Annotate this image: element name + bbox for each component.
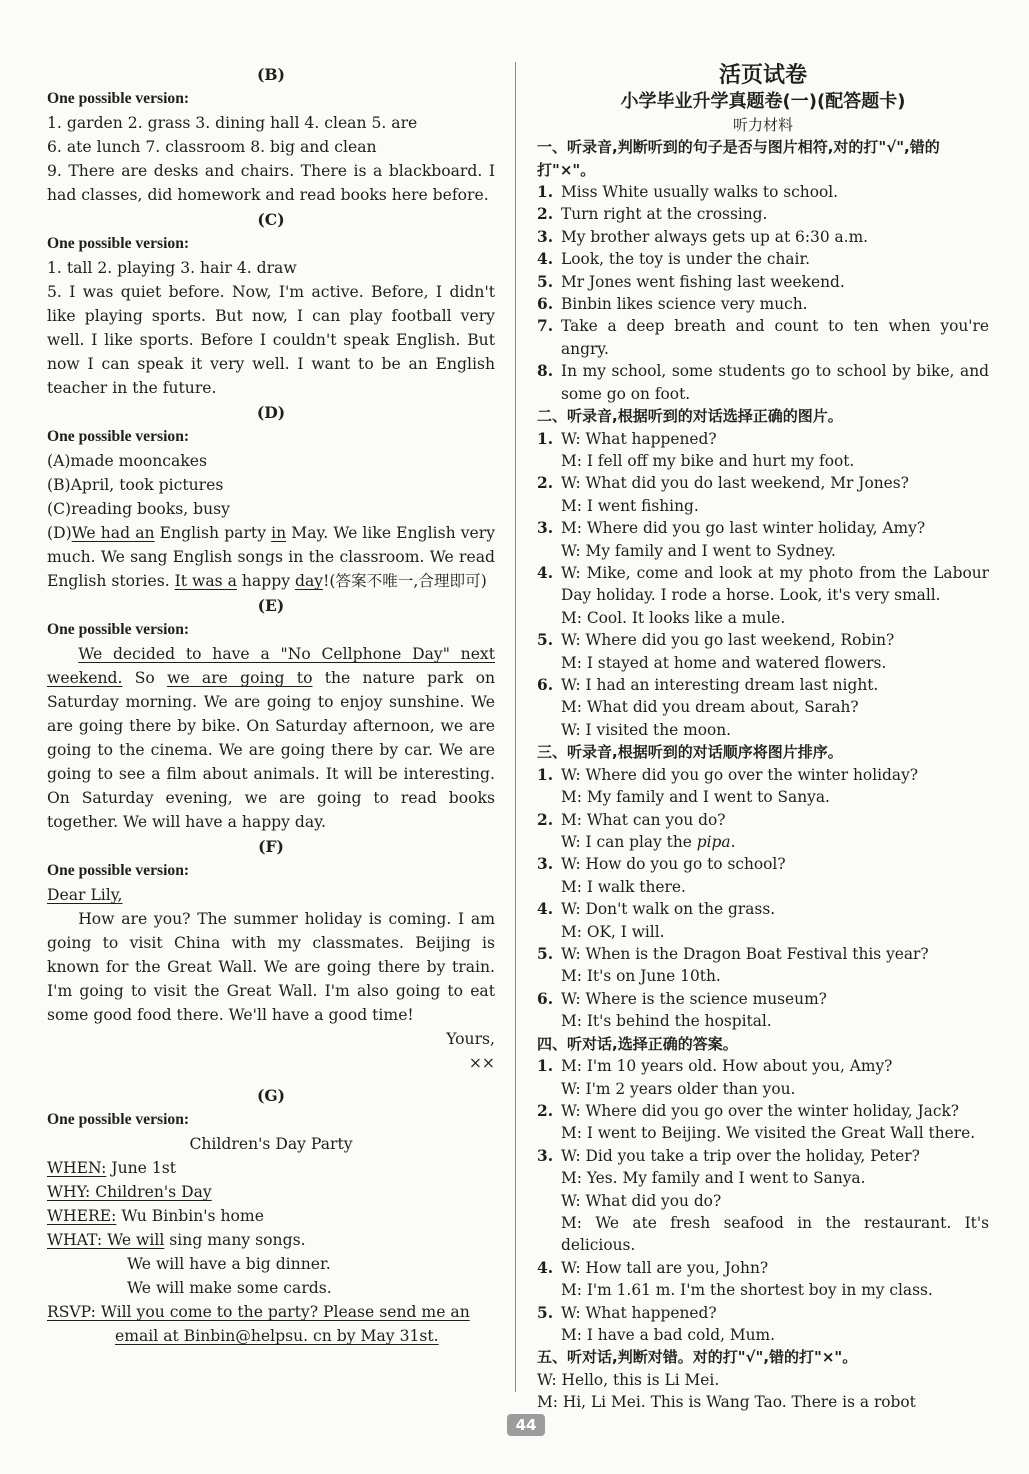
when-key: WHEN: <box>47 1159 107 1177</box>
item-number <box>537 540 561 562</box>
list-item <box>537 943 989 965</box>
section-d-label: (D) <box>256 403 286 422</box>
list-item <box>537 831 989 853</box>
list-item <box>537 271 989 293</box>
d-text-2: May. We like English very much. We sang English songs in the classroom. We read English stories. <box>47 524 496 590</box>
item-number: 5. <box>537 945 554 963</box>
list-item <box>537 607 989 629</box>
letter-greeting <box>47 883 495 907</box>
section-b-line3: 9. There are desks and chairs. There is a blackboard. I had classes, did homework and read books here before. <box>47 162 495 204</box>
list-item <box>537 1212 989 1257</box>
what-value: sing many songs. <box>164 1231 306 1249</box>
part-2-heading: 二、听录音,根据听到的对话选择正确的图片。 <box>537 407 843 426</box>
part-1-items <box>537 181 989 405</box>
section-f-label: (F) <box>258 837 284 856</box>
item-text: M: It's behind the hospital. <box>561 1012 772 1031</box>
item-text: W: I visited the moon. <box>561 720 732 739</box>
item-text: M: Cool. It looks like a mule. <box>561 608 786 627</box>
list-item <box>537 719 989 741</box>
item-text: M: What did you dream about, Sarah? <box>561 698 859 717</box>
item-text: W: Where is the science museum? <box>561 989 827 1008</box>
list-item <box>537 1167 989 1189</box>
list-item <box>537 764 989 786</box>
item-text: In my school, some students go to school by bike, and some go on foot. <box>561 362 989 403</box>
column-divider <box>515 62 516 1392</box>
item-text: Look, the toy is under the chair. <box>561 250 811 269</box>
item-number <box>537 1010 561 1032</box>
item-text: W: What happened? <box>561 1303 717 1322</box>
list-item <box>537 809 989 831</box>
page-number: 44 <box>507 1414 545 1436</box>
list-item <box>537 965 989 987</box>
list-item <box>537 450 989 472</box>
list-item <box>537 696 989 718</box>
e-text-1: So <box>122 669 168 687</box>
item-number: 5. <box>537 631 554 650</box>
item-number: 6. <box>537 295 554 314</box>
list-item <box>537 315 989 360</box>
item-number <box>537 696 561 718</box>
letter-body: How are you? The summer holiday is coming. I am going to visit China with my classmates. Beijing is known for the Great Wall. We are going there by train. I'm going to visit the Great Wall. I'm also going to eat some good food there. We'll have a good time! <box>47 910 495 1024</box>
list-item <box>537 1279 989 1301</box>
list-item <box>537 1100 989 1122</box>
item-number <box>537 1212 561 1257</box>
item-text: M: Yes. My family and I went to Sanya. <box>561 1169 866 1188</box>
where-value: Wu Binbin's home <box>116 1207 264 1225</box>
item-text: M: Where did you go last winter holiday, Amy? <box>561 519 926 538</box>
list-item <box>537 1010 989 1032</box>
item-text: W: Where did you go over the winter holiday, Jack? <box>561 1101 960 1120</box>
item-number: 4. <box>537 1258 554 1277</box>
invitation-where <box>47 1204 495 1228</box>
item-text: M: I'm 1.61 m. I'm the shortest boy in my class. <box>561 1281 933 1300</box>
item-text: W: When is the Dragon Boat Festival this year? <box>561 945 929 963</box>
list-item <box>537 1122 989 1144</box>
item-number: 6. <box>537 676 554 695</box>
item-text: M: OK, I will. <box>561 922 665 941</box>
list-item <box>537 293 989 315</box>
item-text: Miss White usually walks to school. <box>561 183 839 201</box>
item-number: 5. <box>537 272 554 291</box>
item-text: M: I have a bad cold, Mum. <box>561 1326 776 1344</box>
list-item <box>537 203 989 225</box>
d-underline-1: We had an <box>71 524 155 542</box>
list-item <box>537 674 989 696</box>
list-item <box>537 248 989 270</box>
item-text: W: Mike, come and look at my photo from the Labour Day holiday. I rode a horse. Look, it's very small. <box>561 564 989 605</box>
e-text-2: the nature park on Saturday morning. We are going to enjoy sunshine. We are going there by bike. On Saturday afternoon, we are going to the cinema. We are going there by car. We are going to see a film about animals. It will be interesting. On Saturday evening, we are going to read books together. We will have a happy day. <box>47 669 496 831</box>
item-text: W: Don't walk on the grass. <box>561 900 776 919</box>
item-text: W: I had an interesting dream last night. <box>561 676 879 695</box>
item-text: W: What happened? <box>561 429 717 448</box>
listening-material-heading: 听力材料 <box>732 116 793 134</box>
item-text: W: Where did you go last weekend, Robin? <box>561 631 895 650</box>
list-item <box>537 898 989 920</box>
list-item <box>537 495 989 517</box>
section-g-label: (G) <box>256 1086 286 1105</box>
item-text: M: I stayed at home and watered flowers. <box>561 653 887 672</box>
item-number: 7. <box>537 317 554 336</box>
item-text: Mr Jones went fishing last weekend. <box>561 272 845 291</box>
d-underline-2: in <box>271 524 287 542</box>
item-text: My brother always gets up at 6:30 a.m. <box>561 227 869 246</box>
item-text: W: How tall are you, John? <box>561 1258 769 1277</box>
part-5-line-2: M: Hi, Li Mei. This is Wang Tao. There is a robot <box>537 1393 916 1412</box>
part-5-line-1: W: Hello, this is Li Mei. <box>537 1370 720 1389</box>
item-number <box>537 652 561 674</box>
item-number <box>537 831 561 853</box>
section-e-paragraph <box>47 642 495 834</box>
item-text: M: I went to Beijing. We visited the Great Wall there. <box>561 1124 976 1143</box>
list-item <box>537 921 989 943</box>
section-c-line1: 1. tall 2. playing 3. hair 4. draw <box>47 259 297 277</box>
section-e-label: (E) <box>257 596 285 615</box>
section-e-version: One possible version: <box>47 621 190 638</box>
item-number: 3. <box>537 855 554 874</box>
d-text-end: !(答案不唯一,合理即可) <box>323 572 487 590</box>
item-number: 2. <box>537 810 554 829</box>
list-item <box>537 652 989 674</box>
section-b-version: One possible version: <box>47 90 190 107</box>
section-b-label: (B) <box>257 65 285 84</box>
item-text: W: I can play the pipa. <box>561 832 736 851</box>
section-d-b: (B)April, took pictures <box>47 476 224 494</box>
section-d-c: (C)reading books, busy <box>47 500 230 518</box>
letter-closing: Yours, <box>446 1030 495 1048</box>
item-number: 1. <box>537 765 554 784</box>
d-underline-4: day <box>294 572 324 590</box>
part-4-heading: 四、听对话,选择正确的答案。 <box>537 1034 738 1053</box>
item-number: 5. <box>537 1303 554 1322</box>
greeting-text: Dear Lily, <box>47 886 123 904</box>
list-item <box>537 1078 989 1100</box>
page-title: 活页试卷 <box>718 63 807 88</box>
invitation-rsvp-1 <box>47 1300 495 1324</box>
section-c-line2: 5. I was quiet before. Now, I'm active. Before, I didn't like playing sports. But now, I can play football very well. I like sports. Before I couldn't speak English. But now I can speak it very well. I want to be an English teacher in the future. <box>47 283 495 397</box>
item-number: 3. <box>537 519 554 538</box>
what-key: WHAT: We will <box>47 1231 165 1249</box>
item-text: M: I fell off my bike and hurt my foot. <box>561 451 855 470</box>
item-number <box>537 495 561 517</box>
invitation-when <box>47 1156 495 1180</box>
item-text: M: I went fishing. <box>561 496 699 515</box>
d-underline-3: It was a <box>174 572 237 590</box>
invitation-what-2: We will have a big dinner. <box>127 1255 331 1273</box>
item-number: 6. <box>537 989 554 1008</box>
item-text: W: What did you do last weekend, Mr Jones? <box>561 474 909 493</box>
section-b-line1: 1. garden 2. grass 3. dining hall 4. clean 5. are <box>47 114 418 132</box>
list-item <box>537 629 989 651</box>
item-number: 1. <box>537 183 554 201</box>
list-item <box>537 226 989 248</box>
list-item <box>537 988 989 1010</box>
item-number <box>537 965 561 987</box>
item-number: 1. <box>537 429 554 448</box>
part-5-heading: 五、听对话,判断对错。对的打"√",错的打"×"。 <box>537 1348 858 1367</box>
d-text-3: happy <box>236 572 295 590</box>
invitation-rsvp-2 <box>47 1324 495 1348</box>
list-item <box>537 517 989 539</box>
section-b-line2: 6. ate lunch 7. classroom 8. big and clean <box>47 138 377 156</box>
item-number: 4. <box>537 900 554 919</box>
item-number <box>537 1190 561 1212</box>
item-number <box>537 921 561 943</box>
item-number <box>537 876 561 898</box>
invitation-what-3: We will make some cards. <box>127 1279 332 1297</box>
rsvp-line-1: RSVP: Will you come to the party? Please send me an <box>47 1303 470 1321</box>
part-3-items <box>537 764 989 1033</box>
list-item <box>537 1190 989 1212</box>
item-text: M: I walk there. <box>561 877 686 896</box>
item-number: 2. <box>537 1101 554 1120</box>
item-number: 2. <box>537 205 554 224</box>
d-prefix: (D) <box>47 524 72 542</box>
item-number: 1. <box>537 1057 554 1076</box>
list-item <box>537 1055 989 1077</box>
list-item <box>537 562 989 607</box>
list-item <box>537 360 989 405</box>
e-underline-2: we are going to <box>167 669 313 687</box>
item-text: W: What did you do? <box>561 1191 722 1210</box>
item-text: W: Did you take a trip over the holiday, Peter? <box>561 1146 920 1165</box>
section-c-label: (C) <box>257 210 285 229</box>
page-subtitle: 小学毕业升学真题卷(一)(配答题卡) <box>620 91 906 112</box>
item-number: 4. <box>537 564 554 582</box>
list-item <box>537 1145 989 1167</box>
item-number <box>537 1324 561 1346</box>
list-item <box>537 472 989 494</box>
item-text: M: What can you do? <box>561 810 726 829</box>
section-d-a: (A)made mooncakes <box>47 452 207 470</box>
item-number <box>537 1167 561 1189</box>
item-text: M: My family and I went to Sanya. <box>561 788 830 807</box>
item-text: Take a deep breath and count to ten when you're angry. <box>561 317 989 358</box>
list-item <box>537 1257 989 1279</box>
item-text: W: Where did you go over the winter holiday? <box>561 765 919 784</box>
item-number <box>537 607 561 629</box>
item-number <box>537 1279 561 1301</box>
section-d-paragraph <box>47 521 495 593</box>
list-item <box>537 876 989 898</box>
item-number <box>537 1078 561 1100</box>
when-value: June 1st <box>106 1159 177 1177</box>
item-number: 3. <box>537 1146 554 1165</box>
where-key: WHERE: <box>47 1207 117 1225</box>
item-text: W: My family and I went to Sydney. <box>561 541 836 560</box>
rsvp-line-2: email at Binbin@helpsu. cn by May 31st. <box>115 1327 439 1345</box>
list-item <box>537 540 989 562</box>
item-number: 3. <box>537 227 554 246</box>
d-text-1: English party <box>154 524 272 542</box>
invitation-why <box>47 1180 495 1204</box>
item-text: Binbin likes science very much. <box>561 295 808 314</box>
list-item <box>537 853 989 875</box>
item-number: 8. <box>537 362 554 381</box>
list-item <box>537 1324 989 1346</box>
invitation-title: Children's Day Party <box>189 1135 353 1153</box>
section-d-version: One possible version: <box>47 428 190 445</box>
invitation-what <box>47 1228 495 1252</box>
item-text: M: I'm 10 years old. How about you, Amy? <box>561 1057 893 1076</box>
item-number: 2. <box>537 474 554 493</box>
item-number <box>537 450 561 472</box>
letter-signature: ×× <box>468 1054 495 1072</box>
part-4-items <box>537 1055 989 1346</box>
item-text: M: It's on June 10th. <box>561 967 721 986</box>
item-text: Turn right at the crossing. <box>561 205 768 224</box>
list-item <box>537 428 989 450</box>
why-text: WHY: Children's Day <box>47 1183 212 1201</box>
item-number: 4. <box>537 250 554 269</box>
section-f-version: One possible version: <box>47 862 190 879</box>
part-1-heading: 一、听录音,判断听到的句子是否与图片相符,对的打"√",错的打"×"。 <box>537 138 940 179</box>
list-item <box>537 181 989 203</box>
listening-material-column <box>537 62 989 1414</box>
item-text: M: We ate fresh seafood in the restaurant. It's delicious. <box>561 1213 989 1255</box>
item-number <box>537 786 561 808</box>
answer-key-column <box>47 62 495 1348</box>
section-g-version: One possible version: <box>47 1111 190 1128</box>
item-number <box>537 719 561 741</box>
section-c-version: One possible version: <box>47 235 190 252</box>
part-3-heading: 三、听录音,根据听到的对话顺序将图片排序。 <box>537 743 843 762</box>
list-item <box>537 786 989 808</box>
e-underline-1: We decided to have a "No Cellphone Day" next weekend. <box>47 645 495 687</box>
item-text: W: I'm 2 years older than you. <box>561 1079 796 1098</box>
item-number <box>537 1122 561 1144</box>
item-text: W: How do you go to school? <box>561 855 786 874</box>
list-item <box>537 1302 989 1324</box>
part-2-items <box>537 428 989 742</box>
